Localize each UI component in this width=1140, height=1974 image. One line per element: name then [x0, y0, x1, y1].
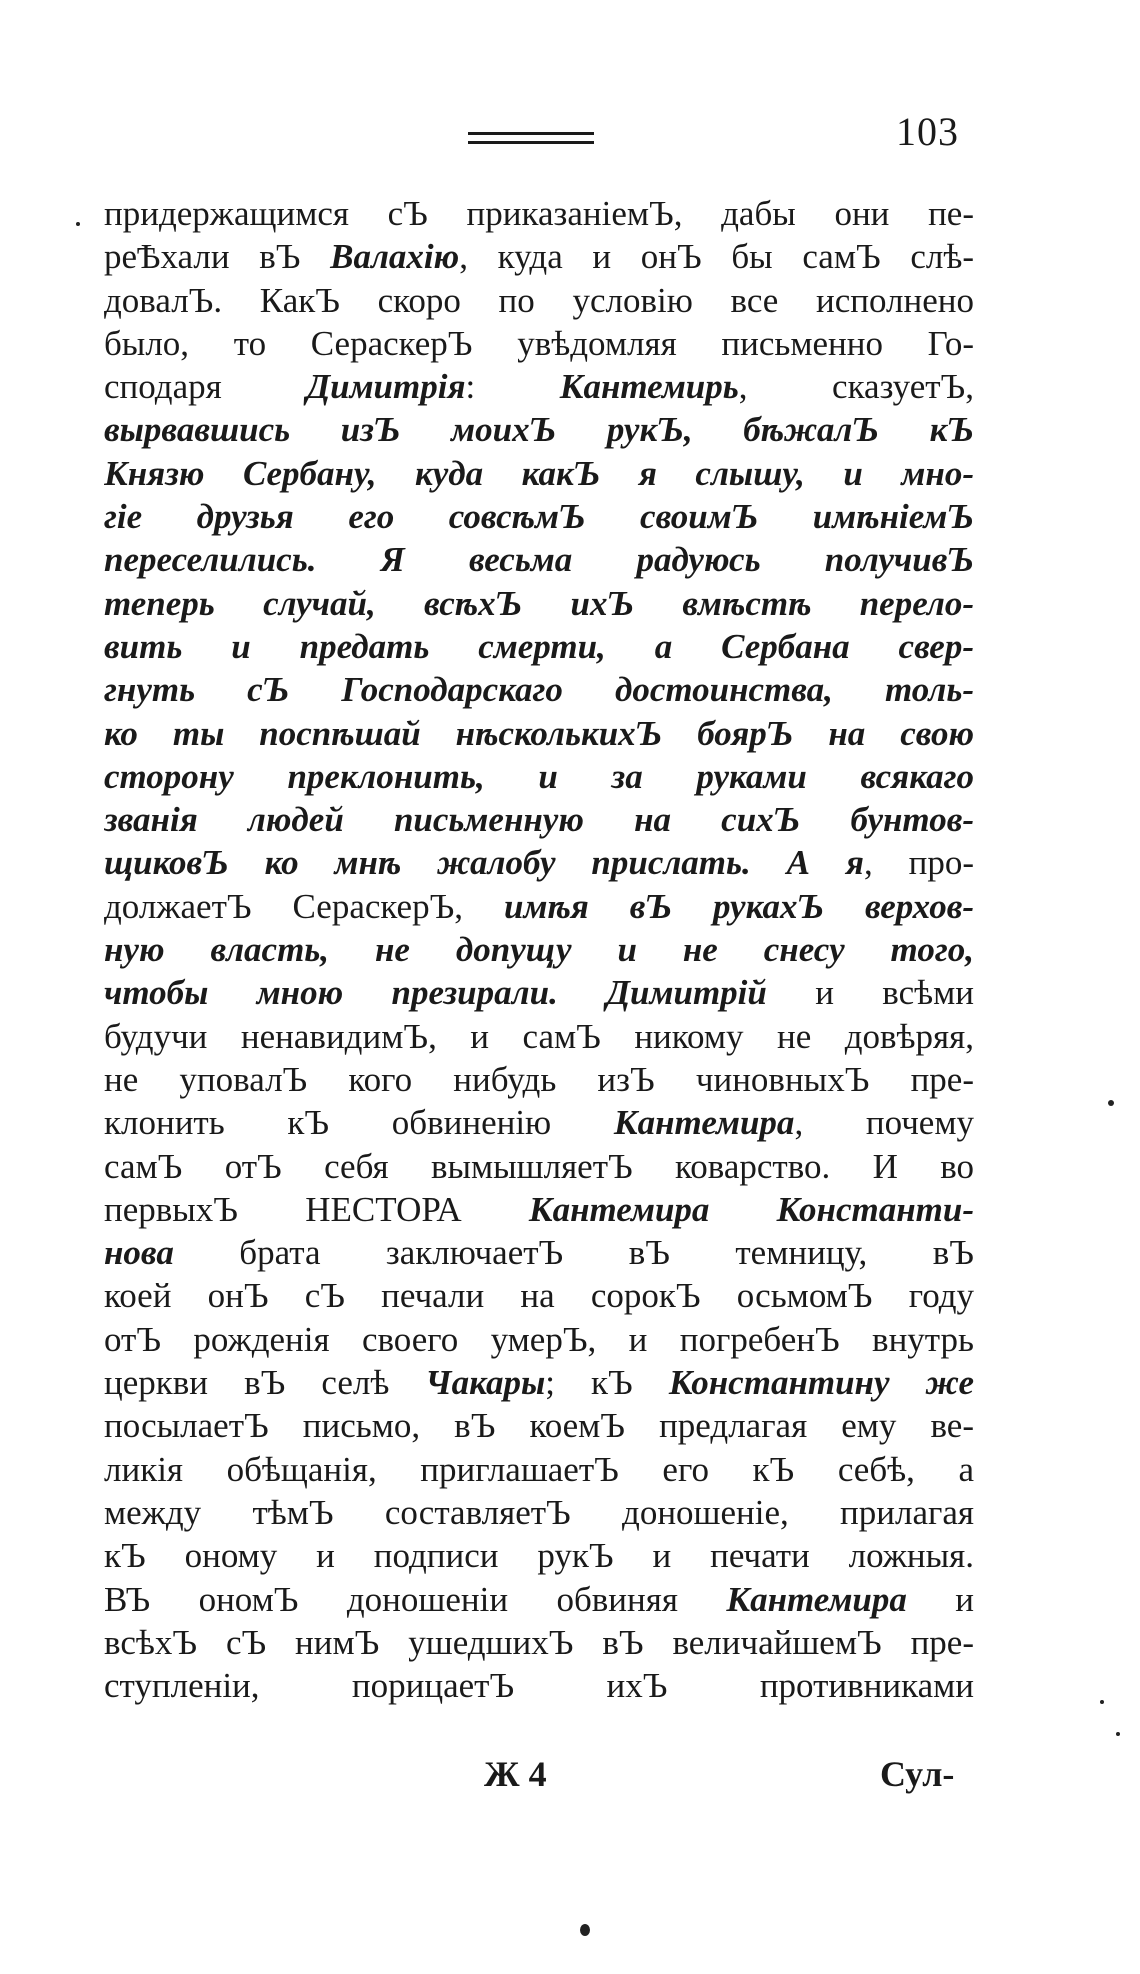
text-line	[104, 1448, 974, 1491]
text-segment: всѣхЪ сЪ нимЪ ушедшихЪ вЪ величайшемЪ пре-	[104, 1622, 974, 1662]
printer-signature-mark: Ж 4	[484, 1754, 547, 1794]
text-segment: и всѣми	[766, 973, 974, 1013]
italic-text-segment: Кантемира	[613, 1103, 795, 1143]
text-line	[104, 1058, 974, 1101]
italic-text-segment: вить и предать смерти, а Сербана свер-	[104, 626, 974, 666]
text-segment: придержащимся сЪ приказаніемЪ, дабы они пе-	[104, 194, 974, 233]
text-segment: ВЪ ономЪ доношеніи обвиняя	[104, 1579, 727, 1619]
italic-text-segment: нова	[104, 1233, 174, 1273]
text-line	[104, 408, 974, 451]
italic-text-segment: Кантемира Константи-	[528, 1189, 974, 1229]
text-segment: :	[465, 367, 560, 407]
text-line	[104, 1145, 974, 1188]
text-line	[104, 495, 974, 538]
print-speck	[76, 222, 80, 226]
italic-text-segment: переселились. Я весьма радуюсь получивЪ	[104, 540, 974, 580]
text-segment: ликія обѣщанія, приглашаетЪ его кЪ себѣ, а	[104, 1449, 974, 1489]
text-segment: не уповалЪ кого нибудь изЪ чиновныхЪ пре-	[104, 1059, 974, 1099]
text-line	[104, 928, 974, 971]
text-line	[104, 1534, 974, 1577]
italic-text-segment: ко ты поспѣшай нѣсколькихЪ боярЪ на свою	[104, 713, 974, 753]
text-segment: клонить кЪ обвиненію	[104, 1103, 614, 1143]
page-number: 103	[896, 109, 959, 154]
text-segment: церкви вЪ селѣ	[104, 1363, 426, 1403]
text-line	[104, 1578, 974, 1621]
text-line	[104, 1188, 974, 1231]
text-segment: между тѣмЪ составляетЪ доношеніе, прилагая	[104, 1492, 974, 1532]
text-segment: первыхЪ НЕСТОРА	[104, 1189, 529, 1229]
text-segment: должаетЪ СераскерЪ,	[104, 886, 505, 926]
text-segment: реѢхали вЪ	[104, 237, 331, 277]
text-segment: ступленіи, порицаетЪ ихЪ противниками	[104, 1666, 974, 1706]
text-line	[104, 625, 974, 668]
catchword: Сул-	[880, 1754, 955, 1794]
text-segment: отЪ рожденія своего умерЪ, и погребенЪ внутрь	[104, 1319, 974, 1359]
text-line	[104, 279, 974, 322]
text-segment: , куда и онЪ бы самЪ слѣ-	[459, 237, 974, 277]
italic-text-segment: Валахію	[330, 237, 460, 277]
text-segment: довалЪ. КакЪ скоро по условію все исполнено	[104, 280, 974, 320]
italic-text-segment: гіе друзья его совсѣмЪ своимЪ имѣніемЪ	[104, 497, 974, 537]
text-line	[104, 365, 974, 408]
text-segment: ; кЪ	[545, 1363, 669, 1403]
text-line	[104, 322, 974, 365]
text-line	[104, 841, 974, 884]
text-line	[104, 1015, 974, 1058]
text-line	[104, 668, 974, 711]
print-speck	[1100, 1700, 1104, 1704]
text-line	[104, 1491, 974, 1534]
italic-text-segment: Чакары	[425, 1363, 546, 1403]
text-segment: , сказуетЪ,	[738, 367, 974, 407]
text-segment: будучи ненавидимЪ, и самЪ никому не довѣряя,	[104, 1016, 974, 1056]
italic-text-segment: гнуть сЪ Господарскаго достоинства, толь-	[104, 670, 974, 710]
text-line	[104, 1231, 974, 1274]
italic-text-segment: щиковЪ ко мнѣ жалобу прислать. А я	[104, 843, 864, 883]
italic-text-segment: Князю Сербану, куда какЪ я слышу, и мно-	[104, 453, 974, 493]
text-line	[104, 235, 974, 278]
body-text	[104, 192, 974, 1707]
text-line	[104, 1361, 974, 1404]
text-segment: самЪ отЪ себя вымышляетЪ коварство. И во	[104, 1146, 974, 1186]
italic-text-segment: Константину же	[668, 1363, 974, 1403]
text-line	[104, 885, 974, 928]
text-line	[104, 538, 974, 581]
text-segment: , почему	[794, 1103, 974, 1143]
text-line	[104, 712, 974, 755]
italic-text-segment: Кантемирь	[559, 367, 739, 407]
text-line	[104, 582, 974, 625]
text-segment: коей онЪ сЪ печали на сорокЪ осьмомЪ году	[104, 1276, 974, 1316]
italic-text-segment: ную власть, не допущу и не снесу того,	[104, 930, 974, 970]
text-line	[104, 798, 974, 841]
text-line	[104, 1318, 974, 1361]
italic-text-segment: сторону преклонить, и за руками всякаго	[104, 756, 974, 796]
text-line	[104, 452, 974, 495]
italic-text-segment: чтобы мною презирали. Димитрій	[104, 973, 767, 1013]
text-line	[104, 192, 974, 235]
text-segment: сподаря	[104, 367, 307, 407]
print-speck	[1108, 1100, 1114, 1106]
italic-text-segment: вырвавшись изЪ моихЪ рукЪ, бѣжалЪ кЪ	[104, 410, 974, 450]
text-segment: посылаетЪ письмо, вЪ коемЪ предлагая ему ве-	[104, 1406, 974, 1446]
italic-text-segment: теперь случай, всѣхЪ ихЪ вмѣстѣ перело-	[104, 583, 974, 623]
text-line	[104, 1664, 974, 1707]
text-line	[104, 1404, 974, 1447]
text-segment: брата заключаетЪ вЪ темницу, вЪ	[173, 1233, 974, 1273]
italic-text-segment: званія людей письменную на сихЪ бунтов-	[104, 800, 974, 840]
text-line	[104, 755, 974, 798]
text-segment: было, то СераскерЪ увѣдомляя письменно Го-	[104, 323, 974, 363]
text-segment: кЪ оному и подписи рукЪ и печати ложныя.	[104, 1536, 974, 1576]
print-speck	[1116, 1732, 1120, 1736]
text-line	[104, 1274, 974, 1317]
print-speck	[580, 1924, 590, 1936]
header-rule	[468, 132, 594, 144]
text-line	[104, 971, 974, 1014]
text-segment: , про-	[863, 843, 974, 883]
text-line	[104, 1101, 974, 1144]
text-segment: и	[906, 1579, 974, 1619]
italic-text-segment: Димитрія	[306, 367, 466, 407]
italic-text-segment: Кантемира	[726, 1579, 907, 1619]
italic-text-segment: имѣя вЪ рукахЪ верхов-	[504, 886, 974, 926]
text-line	[104, 1621, 974, 1664]
